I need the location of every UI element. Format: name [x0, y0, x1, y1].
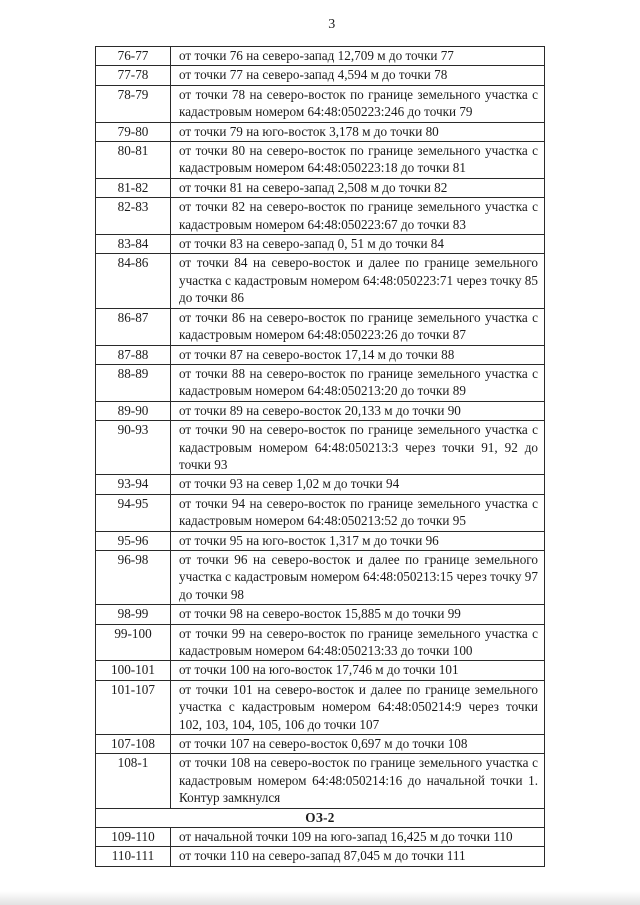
table-row: [96, 198, 545, 235]
point-range-cell: 94-95: [96, 494, 171, 531]
point-range-cell: 80-81: [96, 142, 171, 179]
point-range-cell: 84-86: [96, 254, 171, 308]
table-row: [96, 735, 545, 754]
page-number: 3: [328, 17, 336, 32]
point-range-cell: 98-99: [96, 605, 171, 624]
point-range-cell: 101-107: [96, 680, 171, 734]
point-range-cell: 79-80: [96, 122, 171, 141]
point-range-cell: 109-110: [96, 828, 171, 847]
description-cell: от точки 89 на северо-восток 20,133 м до точки 90: [171, 401, 545, 420]
description-cell: от точки 108 на северо-восток по границе земельного участка с кадастровым номером 64:48:050214:16 до начальной точки 1. Контур замкнулся: [171, 754, 545, 808]
table-row: [96, 142, 545, 179]
point-range-cell: 87-88: [96, 345, 171, 364]
table-row: [96, 421, 545, 475]
table-row: [96, 828, 545, 847]
description-cell: от точки 95 на юго-восток 1,317 м до точки 96: [171, 531, 545, 550]
point-range-cell: 88-89: [96, 364, 171, 401]
description-cell: от точки 93 на север 1,02 м до точки 94: [171, 475, 545, 494]
table-row: [96, 66, 545, 85]
description-cell: от точки 107 на северо-восток 0,697 м до точки 108: [171, 735, 545, 754]
description-cell: от точки 90 на северо-восток по границе земельного участка с кадастровым номером 64:48:050213:3 через точки 91, 92 до точки 93: [171, 421, 545, 475]
point-range-cell: 82-83: [96, 198, 171, 235]
description-cell: от точки 77 на северо-запад 4,594 м до точки 78: [171, 66, 545, 85]
table-row: [96, 550, 545, 604]
description-cell: от точки 94 на северо-восток по границе земельного участка с кадастровым номером 64:48:050213:52 до точки 95: [171, 494, 545, 531]
point-range-cell: 81-82: [96, 178, 171, 197]
point-range-cell: 108-1: [96, 754, 171, 808]
boundary-table: [95, 46, 545, 867]
boundary-table-body: [96, 47, 545, 867]
point-range-cell: 95-96: [96, 531, 171, 550]
scan-edge-shadow: [0, 891, 640, 905]
table-row: [96, 475, 545, 494]
description-cell: от точки 86 на северо-восток по границе земельного участка с кадастровым номером 64:48:050223:26 до точки 87: [171, 308, 545, 345]
table-row: [96, 605, 545, 624]
description-cell: от точки 76 на северо-запад 12,709 м до точки 77: [171, 47, 545, 66]
table-row: [96, 754, 545, 808]
table-row: [96, 308, 545, 345]
description-cell: от точки 101 на северо-восток и далее по границе земельного участка с кадастровым номером 64:48:050214:9 через точки 102, 103, 104, 105, 106 до точки 107: [171, 680, 545, 734]
point-range-cell: 78-79: [96, 85, 171, 122]
table-row: [96, 661, 545, 680]
point-range-cell: 96-98: [96, 550, 171, 604]
table-row: [96, 235, 545, 254]
description-cell: от точки 110 на северо-запад 87,045 м до точки 111: [171, 847, 545, 866]
table-row: [96, 178, 545, 197]
description-cell: от начальной точки 109 на юго-запад 16,425 м до точки 110: [171, 828, 545, 847]
description-cell: от точки 81 на северо-запад 2,508 м до точки 82: [171, 178, 545, 197]
point-range-cell: 89-90: [96, 401, 171, 420]
description-cell: от точки 99 на северо-восток по границе земельного участка с кадастровым номером 64:48:050213:33 до точки 100: [171, 624, 545, 661]
description-cell: от точки 98 на северо-восток 15,885 м до точки 99: [171, 605, 545, 624]
description-cell: от точки 88 на северо-восток по границе земельного участка с кадастровым номером 64:48:050213:20 до точки 89: [171, 364, 545, 401]
description-cell: от точки 80 на северо-восток по границе земельного участка с кадастровым номером 64:48:050223:18 до точки 81: [171, 142, 545, 179]
description-cell: от точки 82 на северо-восток по границе земельного участка с кадастровым номером 64:48:050223:67 до точки 83: [171, 198, 545, 235]
table-row: [96, 494, 545, 531]
table-row: [96, 364, 545, 401]
table-row: [96, 345, 545, 364]
description-cell: от точки 96 на северо-восток и далее по границе земельного участка с кадастровым номером 64:48:050213:15 через точку 97 до точки 98: [171, 550, 545, 604]
description-cell: от точки 83 на северо-запад 0, 51 м до точки 84: [171, 235, 545, 254]
section-header: ОЗ-2: [96, 808, 545, 827]
point-range-cell: 77-78: [96, 66, 171, 85]
table-row: [96, 122, 545, 141]
description-cell: от точки 79 на юго-восток 3,178 м до точки 80: [171, 122, 545, 141]
point-range-cell: 99-100: [96, 624, 171, 661]
point-range-cell: 93-94: [96, 475, 171, 494]
table-row: [96, 401, 545, 420]
table-row: [96, 47, 545, 66]
table-row: [96, 531, 545, 550]
point-range-cell: 90-93: [96, 421, 171, 475]
table-row: [96, 680, 545, 734]
table-row: [96, 85, 545, 122]
section-header-row: [96, 808, 545, 827]
description-cell: от точки 100 на юго-восток 17,746 м до точки 101: [171, 661, 545, 680]
table-row: [96, 624, 545, 661]
description-cell: от точки 78 на северо-восток по границе земельного участка с кадастровым номером 64:48:050223:246 до точки 79: [171, 85, 545, 122]
point-range-cell: 100-101: [96, 661, 171, 680]
point-range-cell: 83-84: [96, 235, 171, 254]
point-range-cell: 110-111: [96, 847, 171, 866]
description-cell: от точки 84 на северо-восток и далее по границе земельного участка с кадастровым номером 64:48:050223:71 через точку 85 до точки 86: [171, 254, 545, 308]
table-row: [96, 847, 545, 866]
table-row: [96, 254, 545, 308]
point-range-cell: 86-87: [96, 308, 171, 345]
description-cell: от точки 87 на северо-восток 17,14 м до точки 88: [171, 345, 545, 364]
point-range-cell: 107-108: [96, 735, 171, 754]
point-range-cell: 76-77: [96, 47, 171, 66]
